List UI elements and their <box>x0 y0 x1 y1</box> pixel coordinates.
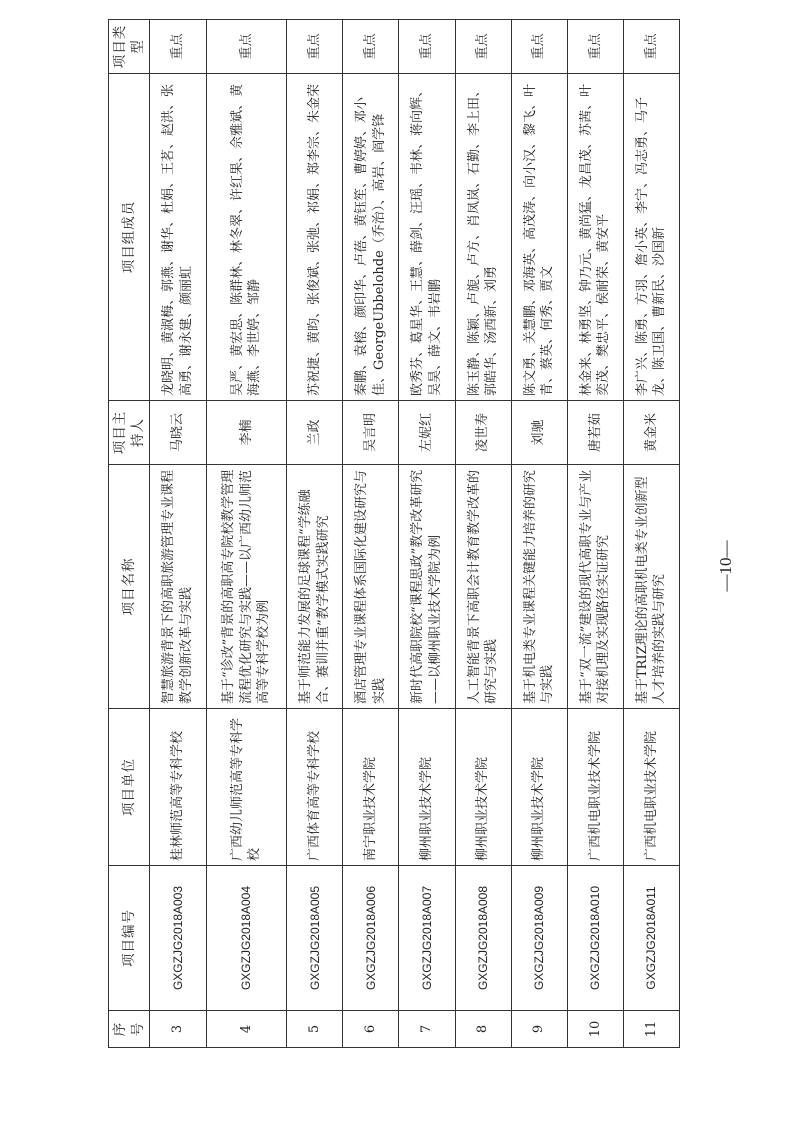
table-row <box>455 20 511 1048</box>
cell-members: 陈文勇、关慧鹏、邓海英、高茂涛、向小汉、黎飞、叶青、蔡英、何秀、贾文 <box>511 74 567 401</box>
cell-index: 8 <box>455 1011 511 1048</box>
table-row <box>287 20 343 1048</box>
cell-index: 10 <box>567 1011 623 1048</box>
cell-unit: 柳州职业技术学院 <box>511 709 567 866</box>
cell-code: GXGZJG2018A005 <box>287 866 343 1011</box>
cell-host: 左妮红 <box>399 401 455 465</box>
cell-unit: 广西幼儿师范高等专科学校 <box>206 709 287 866</box>
cell-members: 苏祝捷、黄昀、张俊斌、张弛、祁娟、郑李宗、朱金荣 <box>287 74 343 401</box>
cell-code: GXGZJG2018A003 <box>150 866 206 1011</box>
cell-host: 吴言明 <box>343 401 399 465</box>
table-row <box>567 20 623 1048</box>
cell-members: 李广兴、陈勇、方羽、詹小英、李宁、冯志勇、马子龙、陈卫国、曹新民、沙国新 <box>623 74 679 401</box>
cell-host: 刘驰 <box>511 401 567 465</box>
cell-unit: 广西机电职业技术学院 <box>567 709 623 866</box>
cell-unit: 柳州职业技术学院 <box>455 709 511 866</box>
cell-type: 重点 <box>287 20 343 74</box>
cell-host: 李楠 <box>206 401 287 465</box>
cell-type: 重点 <box>399 20 455 74</box>
cell-name: 智慧旅游背景下的高职旅游管理专业课程教学创新改革与实践 <box>150 465 206 709</box>
cell-members: 吴严、黄宏思、陈群林、林冬翠、许红果、佘雅斌、黄海燕、李世婷、邹静 <box>206 74 287 401</box>
cell-name: 基于TRIZ理论的高职机电类专业创新型人才培养的实践与研究 <box>623 465 679 709</box>
cell-type: 重点 <box>343 20 399 74</box>
table-row <box>150 20 206 1048</box>
cell-name: 人工智能背景下高职会计教育教学改革的研究与实践 <box>455 465 511 709</box>
cell-unit: 广西体育高等专科学校 <box>287 709 343 866</box>
cell-type: 重点 <box>150 20 206 74</box>
header-name: 项目名称 <box>109 465 150 709</box>
cell-name: 基于“诊改”背景的高职高专院校教学管理流程优化研究与实践——以广西幼儿师范高等专科学校为例 <box>206 465 287 709</box>
table-row <box>206 20 287 1048</box>
cell-index: 4 <box>206 1011 287 1048</box>
table-row <box>343 20 399 1048</box>
cell-unit: 广西机电职业技术学院 <box>623 709 679 866</box>
cell-index: 3 <box>150 1011 206 1048</box>
cell-members: 龙晓明、黄淑梅、郭燕、谢华、杜娟、王茗、赵洪、张高勇、谢永建、颜丽虹 <box>150 74 206 401</box>
cell-members: 秦鹏、袁榕、颜印华、卢蓓、黄钰笙、曹婷婷、邓小佳、GeorgeUbbelohde（乔治）、高岩、阎学锋 <box>343 74 399 401</box>
cell-index: 6 <box>343 1011 399 1048</box>
table-row <box>511 20 567 1048</box>
cell-index: 7 <box>399 1011 455 1048</box>
cell-index: 11 <box>623 1011 679 1048</box>
cell-name: 基于机电类专业课程关键能力培养的研究与实践 <box>511 465 567 709</box>
cell-type: 重点 <box>206 20 287 74</box>
cell-unit: 柳州职业技术学院 <box>399 709 455 866</box>
header-members: 项目组成员 <box>109 74 150 401</box>
project-table <box>108 19 680 1048</box>
cell-unit: 桂林师范高等专科学校 <box>150 709 206 866</box>
cell-host: 黄金米 <box>623 401 679 465</box>
cell-host: 凌世寿 <box>455 401 511 465</box>
cell-name: 酒店管理专业课程体系国际化建设研究与实践 <box>343 465 399 709</box>
cell-type: 重点 <box>455 20 511 74</box>
cell-type: 重点 <box>623 20 679 74</box>
header-index: 序号 <box>109 1011 150 1048</box>
cell-code: GXGZJG2018A010 <box>567 866 623 1011</box>
cell-name: 基于师范能力发展的足球课程“学练融合、赛训并重”教学模式实践研究 <box>287 465 343 709</box>
header-unit: 项目单位 <box>109 709 150 866</box>
cell-host: 兰政 <box>287 401 343 465</box>
cell-type: 重点 <box>511 20 567 74</box>
cell-code: GXGZJG2018A008 <box>455 866 511 1011</box>
cell-host: 唐若茹 <box>567 401 623 465</box>
cell-unit: 南宁职业技术学院 <box>343 709 399 866</box>
header-host: 项目主持人 <box>109 401 150 465</box>
cell-type: 重点 <box>567 20 623 74</box>
cell-host: 马晓云 <box>150 401 206 465</box>
cell-members: 陈玉静、陈颖、卢旎、卢方、肖凤岚、石勤、李上田、郭皓华、汤西新、刘勇 <box>455 74 511 401</box>
page-number <box>712 528 742 608</box>
cell-code: GXGZJG2018A004 <box>206 866 287 1011</box>
cell-code: GXGZJG2018A011 <box>623 866 679 1011</box>
cell-code: GXGZJG2018A006 <box>343 866 399 1011</box>
cell-name: 新时代高职院校“课程思政”教学改革研究——以柳州职业技术学院为例 <box>399 465 455 709</box>
table-row <box>623 20 679 1048</box>
cell-index: 9 <box>511 1011 567 1048</box>
table-header-row <box>109 20 150 1048</box>
page-number-text: —10— <box>716 540 735 592</box>
cell-members: 林金来、林勇坚、钟乃元、黄尚猛、龙昌茂、苏茜、叶奕茂、樊忠平、侯耐荣、黄安平 <box>567 74 623 401</box>
header-code: 项目编号 <box>109 866 150 1011</box>
cell-name: 基于“双一流”建设的现代高职专业与产业对接机理及实现路径实证研究 <box>567 465 623 709</box>
table-row <box>399 20 455 1048</box>
cell-code: GXGZJG2018A007 <box>399 866 455 1011</box>
cell-members: 欧秀芬、葛星华、王慧、薛剑、汪瑶、韦林、蒋向辉、吴昊、薛文、韦岩鹏 <box>399 74 455 401</box>
header-type: 项目类型 <box>109 20 150 74</box>
cell-code: GXGZJG2018A009 <box>511 866 567 1011</box>
cell-index: 5 <box>287 1011 343 1048</box>
